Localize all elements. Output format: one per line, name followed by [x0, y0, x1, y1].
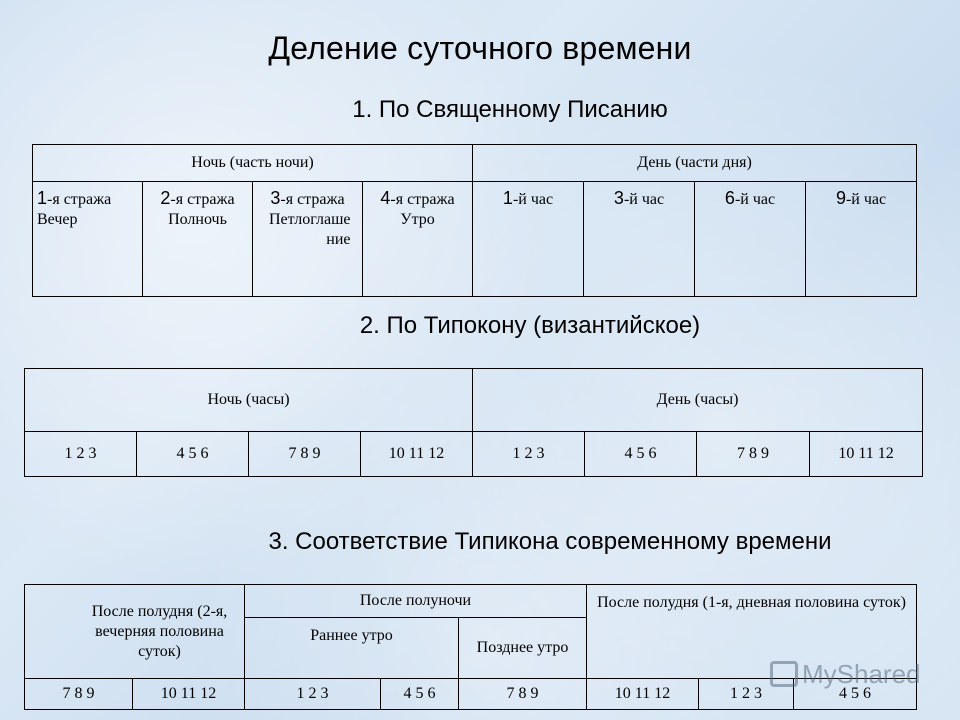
modern-hours-cell: 4 5 6 — [381, 679, 459, 710]
watermark-logo: MyShared — [770, 656, 930, 692]
modern-hours-cell: 7 8 9 — [25, 679, 133, 710]
hours-cell: 4 5 6 — [585, 432, 697, 477]
night-header: Ночь (часть ночи) — [33, 145, 473, 182]
hours-cell: 7 8 9 — [249, 432, 361, 477]
scripture-table — [32, 144, 917, 297]
modern-hours-cell: 7 8 9 — [459, 679, 587, 710]
hours-cell: 10 11 12 — [810, 432, 923, 477]
hour-cell: 6-й час — [695, 182, 806, 297]
modern-hours-cell: 1 2 3 — [245, 679, 381, 710]
after-noon-evening-header: После полудня (2-я, вечерняя половина суток) — [25, 585, 245, 679]
page-title: Деление суточного времени — [268, 30, 692, 66]
day-hours-header: День (часы) — [473, 369, 923, 432]
watch-cell: 1-я стража Вечер — [33, 182, 143, 297]
night-hours-header: Ночь (часы) — [25, 369, 473, 432]
hours-cell: 4 5 6 — [137, 432, 249, 477]
hours-cell: 7 8 9 — [697, 432, 810, 477]
modern-hours-cell: 1 2 3 — [699, 679, 794, 710]
section1-heading: 1. По Священному Писанию — [352, 96, 668, 123]
modern-hours-cell: 4 5 6 — [794, 679, 917, 710]
hours-cell: 10 11 12 — [361, 432, 473, 477]
watch-cell: 3-я стража Петлоглашение — [253, 182, 363, 297]
watch-cell: 2-я стража Полночь — [143, 182, 253, 297]
hour-cell: 3-й час — [584, 182, 695, 297]
hour-cell: 1-й час — [473, 182, 584, 297]
section2-heading: 2. По Типокону (византийское) — [359, 312, 701, 339]
hours-cell: 1 2 3 — [25, 432, 137, 477]
modern-hours-cell: 10 11 12 — [133, 679, 245, 710]
watch-cell: 4-я стража Утро — [363, 182, 473, 297]
hours-cell: 1 2 3 — [473, 432, 585, 477]
section3-heading: 3. Соответствие Типикона современному времени — [268, 528, 832, 555]
typikon-table — [24, 368, 923, 477]
after-midnight-header: После полуночи — [245, 585, 587, 618]
hour-cell: 9-й час — [806, 182, 917, 297]
modern-hours-cell: 10 11 12 — [587, 679, 699, 710]
early-morning-header: Раннее утро — [245, 618, 459, 679]
late-morning-header: Позднее утро — [459, 618, 587, 679]
day-header: День (части дня) — [473, 145, 917, 182]
after-noon-day-header: После полудня (1-я, дневная половина суток) — [587, 585, 917, 679]
watermark-icon — [770, 661, 798, 687]
